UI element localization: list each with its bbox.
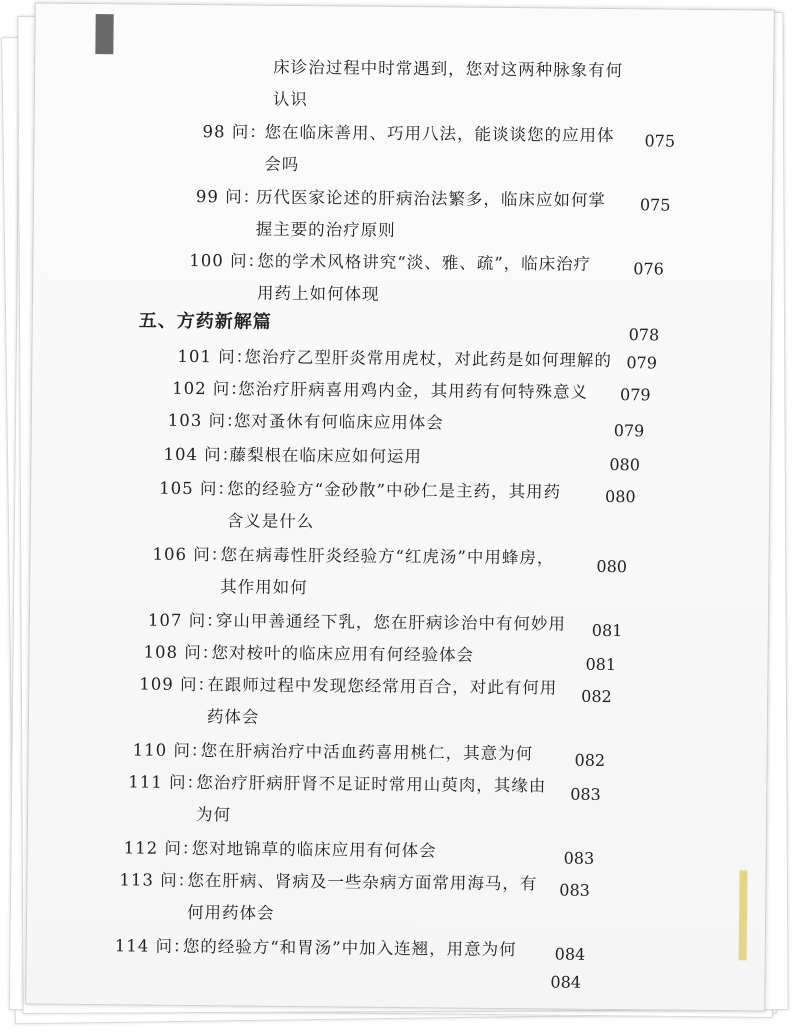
toc-entry-page: 081 — [585, 654, 617, 675]
toc-entry-label: 113 问： — [119, 870, 196, 891]
toc-entry-page: 079 — [613, 421, 645, 441]
toc-entry-text: 您在临床善用、巧用八法，能谈谈您的应用体 — [264, 122, 615, 146]
toc-entry-cont: 药体会 — [206, 707, 260, 727]
toc-entry-cont: 其作用如何 — [220, 577, 308, 598]
toc-entry-text: 您对地锦草的临床应用有何体会 — [191, 839, 437, 861]
toc-entry-text: 床诊治过程中时常遇到，您对这两种脉象有何 — [273, 57, 624, 81]
toc-entry-page: 075 — [639, 195, 671, 215]
toc-page — [25, 2, 775, 1011]
toc-entry-text: 您对桉叶的临床应用有何经验体会 — [211, 643, 475, 665]
section-heading: 五、方药新解篇 — [138, 310, 272, 333]
toc-entry-text: 您在病毒性肝炎经验方“红虎汤”中用蜂房， — [220, 545, 555, 568]
toc-entry-cont: 认识 — [272, 89, 308, 110]
toc-entry-page: 080 — [605, 486, 636, 507]
page-edge-tint — [739, 870, 748, 960]
toc-entry-label: 98 问： — [202, 122, 267, 142]
toc-entry-page: 080 — [609, 455, 641, 475]
toc-entry-label: 107 问： — [147, 610, 224, 631]
toc-entry-text: 您治疗肝病肝肾不足证时常用山萸肉，其缘由 — [196, 773, 547, 796]
toc-entry-page: 083 — [559, 880, 590, 900]
toc-entry-label: 103 问： — [167, 410, 244, 431]
toc-entry-page: 079 — [626, 353, 658, 373]
toc-entry-cont: 用药上如何体现 — [256, 283, 380, 304]
toc-entry-text: 历代医家论述的肝病治法繁多，临床应如何掌 — [255, 187, 607, 210]
toc-entry-cont: 含义是什么 — [226, 511, 315, 532]
toc-entry-label: 111 问： — [128, 772, 205, 793]
toc-entry-label: 102 问： — [172, 378, 248, 399]
toc-entry-label: 114 问： — [114, 936, 191, 957]
toc-entry-page: 084 — [550, 972, 582, 992]
page-edge-shadow — [95, 14, 113, 54]
toc-entry-label: 110 问： — [132, 740, 209, 761]
toc-entry-page: 080 — [596, 556, 628, 577]
toc-entry-cont: 会吗 — [264, 154, 300, 175]
toc-entry-label: 109 问： — [139, 674, 216, 695]
toc-entry-text: 您在肝病、肾病及一些杂病方面常用海马，有 — [187, 870, 538, 894]
toc-entry-label: 101 问： — [177, 346, 254, 367]
toc-entry-label: 106 问： — [152, 544, 229, 565]
toc-entry-label: 100 问： — [189, 250, 266, 271]
toc-entry-text: 您的经验方“和胃汤”中加入连翘，用意为何 — [182, 936, 517, 960]
toc-entry-text: 您的经验方“金砂散”中砂仁是主药，其用药 — [227, 479, 562, 502]
toc-entry-text: 在跟师过程中发现您经常用百合，对此有何用 — [207, 675, 558, 698]
toc-entry-page: 076 — [633, 259, 664, 279]
section-page: 078 — [628, 325, 660, 345]
toc-entry-label: 99 问： — [195, 187, 261, 207]
toc-entry-label: 108 问： — [143, 642, 220, 663]
toc-entry-text: 藤梨根在临床应如何运用 — [229, 445, 423, 467]
toc-entry-page: 079 — [619, 385, 651, 405]
toc-entry-cont: 何用药体会 — [187, 902, 275, 923]
toc-entry-page: 075 — [644, 131, 676, 151]
toc-entry-label: 112 问： — [123, 838, 200, 859]
toc-entry-text: 穿山甲善通经下乳，您在肝病诊治中有何妙用 — [215, 611, 566, 634]
toc-entry-page: 082 — [574, 750, 606, 770]
toc-entry-page: 084 — [554, 944, 586, 964]
toc-entry-label: 105 问： — [159, 478, 236, 499]
toc-entry-text: 您治疗肝病喜用鸡内金，其用药有何特殊意义 — [238, 379, 589, 402]
toc-entry-cont: 为何 — [195, 805, 232, 825]
toc-entry-page: 083 — [570, 784, 601, 804]
toc-entry-page: 083 — [563, 848, 595, 868]
toc-entry-page: 082 — [581, 686, 612, 707]
toc-entry-text: 您治疗乙型肝炎常用虎杖，对此药是如何理解的 — [244, 347, 613, 371]
toc-entry-page: 081 — [591, 620, 623, 641]
toc-entry-text: 您对蚤休有何临床应用体会 — [233, 411, 444, 433]
toc-entry-text: 您在肝病治疗中活血药喜用桃仁，其意为何 — [200, 741, 534, 764]
toc-entry-text: 您的学术风格讲究“淡、雅、疏”，临床治疗 — [257, 251, 592, 274]
toc-entry-cont: 握主要的治疗原则 — [255, 219, 396, 240]
toc-entry-label: 104 问： — [163, 444, 240, 465]
